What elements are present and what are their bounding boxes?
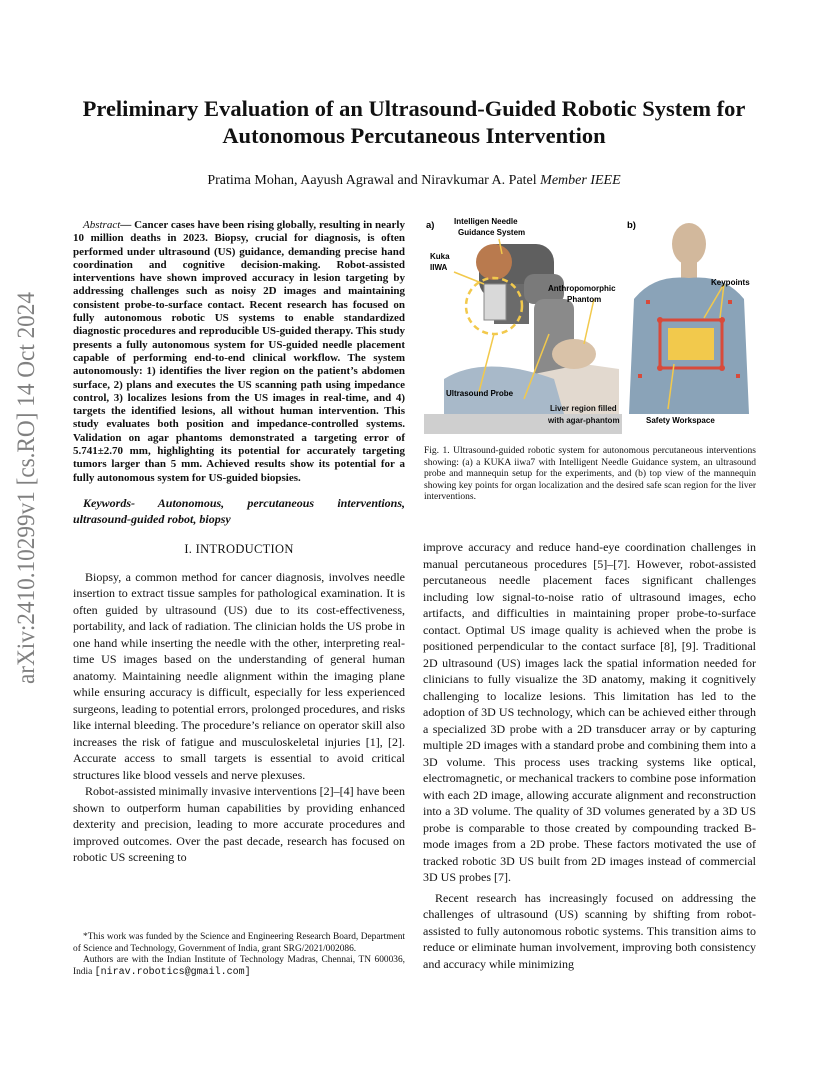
title-line-1: Preliminary Evaluation of an Ultrasound-Guided Robotic System for bbox=[82, 96, 746, 121]
right-paragraph-2: Recent research has increasingly focused on addressing the challenges of ultrasound (US) scanning by shifting from robot-assisted to fully autonomous robotic systems. This transition aims to reduce or eliminate human involvement, improving both consistency and accuracy while minimizing bbox=[423, 890, 756, 971]
label-kuka-line-2: IIWA bbox=[430, 263, 448, 272]
figure-caption: Fig. 1. Ultrasound-guided robotic system for autonomous percutaneous interventions showing: (a) a KUKA iiwa7 with Intelligent Needle Guidance system, an ultrasound probe and mannequin setup for the experiments, and (b) top view of the mannequin showing key points for organ localization and the desired safe scan region for the liver interventions. bbox=[424, 446, 756, 503]
label-safety-workspace: Safety Workspace bbox=[646, 416, 715, 425]
left-column bbox=[73, 219, 405, 866]
label-ultrasound-probe: Ultrasound Probe bbox=[446, 389, 514, 398]
author-names: Pratima Mohan, Aayush Agrawal and Niravkumar A. Patel bbox=[207, 173, 537, 188]
author-list bbox=[60, 173, 768, 189]
right-column bbox=[423, 539, 756, 972]
label-keypoints: Keypoints bbox=[711, 278, 750, 287]
abstract-text: — Cancer cases have been rising globally, resulting in nearly 10 million deaths in 2023. Biopsy, crucial for diagnosis, is often performed under ultrasound (US) guidance, demanding precise hand coordination and cognitive decision-making. Robot-assisted interventions have shown improved accuracy in lesion targeting by addressing challenges such as noisy 2D images and maintaining consistent probe-to-surface contact. Recent research has focused on fully autonomous robotic US systems to enable standardized diagnostic procedures and reproducible US-guided therapy. This study presents a fully autonomous system for US-guided needle placement capable of performing end-to-end clinical workflow. The system autonomously: 1) identifies the liver region on the patient’s abdomen surface, 2) plans and executes the US scanning path using impedance control, 3) localizes lesions from the US images in real-time, and 4) targets the identified lesions, all without human intervention. This study evaluates both position and impedance-controlled systems. Validation on agar phantoms demonstrated a targeting error of bbox=[73, 219, 405, 444]
right-paragraph-1: improve accuracy and reduce hand-eye coordination challenges in manual percutaneous procedures [5]–[7]. However, robot-assisted percutaneous needle placement faces significant challenges including low signal-to-noise ratio of ultrasound images, echo artifacts, and difficulties in maintaining proper probe-to-surface contact. Optimal US image quality is achieved when the probe is positioned perpendicular to the contact surface [8], [9]. Traditional 2D ultrasound (US) images lack the spatial information needed for clinicians to fully visualize the 3D anatomy, making it cognitively challenging to localize lesions. This limitation has led to the adoption of 3D US technology, which can be achieved either through a specialized 3D probe with a 2D transducer array or by capturing multiple 2D images with a standard probe and combining them into a 3D volume. This process uses tracking systems like optical, electromagnetic, or mechanical trackers to combine pose information with each 2D image, allowing accurate alignment and reconstruction into a 3D volume. The quality of 3D volumes generated by a 3D US probe is comparable to those created by compounding tracked B-mode images from a 2D probe. These factors motivated the use of tracked robotic 3D US built from 2D images instead of commercial 3D US probes [7]. bbox=[423, 540, 756, 884]
label-liver-line-1: Liver region filled bbox=[550, 404, 617, 413]
abstract-error-value: 5.741±2.70 bbox=[73, 445, 124, 458]
arxiv-id-text: arXiv:2410.10299v1 [cs.RO] 14 Oct 2024 bbox=[13, 288, 40, 684]
label-needle-line-1: Intelligen Needle bbox=[454, 217, 518, 226]
panel-a-label: a) bbox=[426, 220, 435, 231]
label-kuka-line-1: Kuka bbox=[430, 252, 450, 261]
footnote-email: [nirav.robotics@gmail.com] bbox=[94, 966, 251, 978]
label-liver-line-2: with agar-phantom bbox=[548, 416, 620, 425]
author-affiliation: Member IEEE bbox=[540, 173, 621, 188]
label-needle-line-2: Guidance System bbox=[458, 228, 526, 237]
label-phantom-line-1: Anthropomorphic bbox=[548, 284, 616, 293]
footnote bbox=[73, 932, 405, 978]
abstract bbox=[73, 219, 405, 485]
footnote-affiliation: Authors are with the Indian Institute of Technology Madras, Chennai, TN 600036, India bbox=[73, 955, 405, 977]
abstract-text-end: mm, highlighting its potential for accurately targeting tumors larger than 5 mm. Achieved results show its potential for a fully autonomous system for US-guided biopsies. bbox=[73, 445, 405, 484]
intro-paragraph-2: Robot-assisted minimally invasive interventions [2]–[4] have been shown to outperform human capabilities by providing enhanced dexterity and precision, leading to more accurate procedures and improved outcomes. Over the past decade, research has focused on robotic US screening to bbox=[73, 784, 405, 865]
mannequin-top-view-image bbox=[624, 214, 756, 434]
figure-1 bbox=[424, 214, 756, 434]
title-line-2: Autonomous Percutaneous Intervention bbox=[222, 123, 606, 148]
abstract-lead: Abstract bbox=[83, 219, 121, 231]
arxiv-stamp bbox=[4, 288, 44, 688]
label-phantom-line-2: Phantom bbox=[567, 295, 602, 304]
panel-b-label: b) bbox=[627, 220, 636, 231]
section-heading-introduction: I. INTRODUCTION bbox=[184, 541, 294, 556]
paper-title bbox=[60, 95, 768, 149]
intro-paragraph-1: Biopsy, a common method for cancer diagnosis, involves needle insertion to extract tissue samples for pathological examination. It is often guided by ultrasound (US) due to its cost-effectiveness, portability, and lack of radiation. The clinician holds the US probe in one hand while inserting the needle with the other, interpreting real-time US images based on the understanding of general human anatomy. Maintaining needle alignment within the imaging plane while ensuring accuracy is difficult, especially for less experienced surgeons, leading to potential errors, prolonged procedures, and risks like internal bleeding. The procedure’s reliance on operator skill also increases the risk of fatigue and musculoskeletal injuries [1], [2]. Accurate access to small targets is essential to avoid critical structures like blood vessels and nerve plexuses. bbox=[73, 569, 405, 782]
keywords: Keywords- Autonomous, percutaneous interventions, ultrasound-guided robot, biopsy bbox=[73, 495, 405, 526]
footnote-funding: *This work was funded by the Science and Engineering Research Board, Department of Science and Technology, Government of India, grant SRG/2021/002086. bbox=[73, 932, 405, 954]
